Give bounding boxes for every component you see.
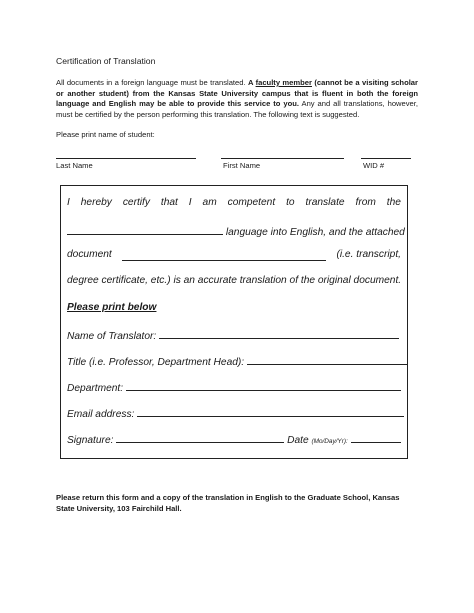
translator-title-field[interactable]: [247, 353, 407, 365]
certify-line-4: degree certificate, etc.) is an accurate translation of the original document.: [67, 275, 402, 286]
date-field[interactable]: [351, 431, 401, 443]
signature-field[interactable]: [116, 431, 284, 443]
wid-field[interactable]: [361, 158, 411, 159]
certify-line-2: [67, 223, 405, 238]
email-field[interactable]: [137, 405, 404, 417]
certify-word: hereby: [80, 197, 112, 208]
translator-name-row: [67, 327, 399, 342]
intro-text-4: (cannot be a visiting scholar or another student) from the Kansas State University campus that is fluent in both the foreign language and English may be able to provide this service to you.: [56, 78, 418, 109]
translator-name-field[interactable]: [159, 327, 399, 339]
certify-word: the: [386, 197, 401, 208]
signature-row: [67, 431, 401, 446]
certify-word: to: [286, 197, 295, 208]
please-print-heading: Please print below: [67, 302, 157, 313]
translator-name-label: Name of Translator:: [67, 331, 157, 342]
last-name-field[interactable]: [56, 158, 196, 159]
intro-text-1: All documents in a foreign language must be translated.: [56, 78, 248, 87]
signature-label: Signature:: [67, 435, 114, 446]
certify-word: am: [202, 197, 217, 208]
document-label: document: [67, 249, 112, 260]
first-name-label: First Name: [223, 161, 261, 170]
certify-line-2-text: language into English, and the attached: [225, 227, 405, 238]
certify-word: certify: [122, 197, 150, 208]
certify-word: I: [67, 197, 70, 208]
document-examples-text: (i.e. transcript,: [336, 249, 401, 260]
intro-text-5: Any and all translations, however, must be certified by the person performing this translation. The following text is suggested.: [56, 99, 418, 119]
certify-word: translate: [305, 197, 345, 208]
last-name-label: Last Name: [56, 161, 93, 170]
certify-line-1: [67, 197, 401, 208]
date-label: Date: [287, 435, 309, 446]
document-type-field[interactable]: [122, 249, 326, 261]
print-student-name-label: Please print name of student:: [56, 130, 155, 139]
certify-word: that: [160, 197, 178, 208]
intro-paragraph: [56, 78, 418, 120]
return-instructions: Please return this form and a copy of the translation in English to the Graduate School, Kansas State University, 103 Fairchild Hall.: [56, 493, 400, 513]
first-name-field[interactable]: [221, 158, 344, 159]
department-field[interactable]: [126, 379, 401, 391]
wid-label: WID #: [363, 161, 385, 170]
translator-title-label: Title (i.e. Professor, Department Head):: [67, 357, 245, 368]
translator-title-row: [67, 353, 407, 368]
date-format-hint: (Mo/Day/Yr):: [311, 438, 348, 445]
certify-word: I: [188, 197, 192, 208]
department-label: Department:: [67, 383, 124, 394]
form-title: Certification of Translation: [56, 56, 156, 66]
source-language-field[interactable]: [67, 223, 223, 235]
email-label: Email address:: [67, 409, 135, 420]
certify-word: competent: [227, 197, 276, 208]
certify-line-3: [67, 249, 401, 261]
intro-faculty-member: faculty member: [255, 78, 312, 87]
certification-box: [60, 185, 408, 459]
department-row: [67, 379, 401, 394]
intro-text-2: A: [247, 78, 256, 87]
email-row: [67, 405, 404, 420]
certify-word: from: [355, 197, 376, 208]
